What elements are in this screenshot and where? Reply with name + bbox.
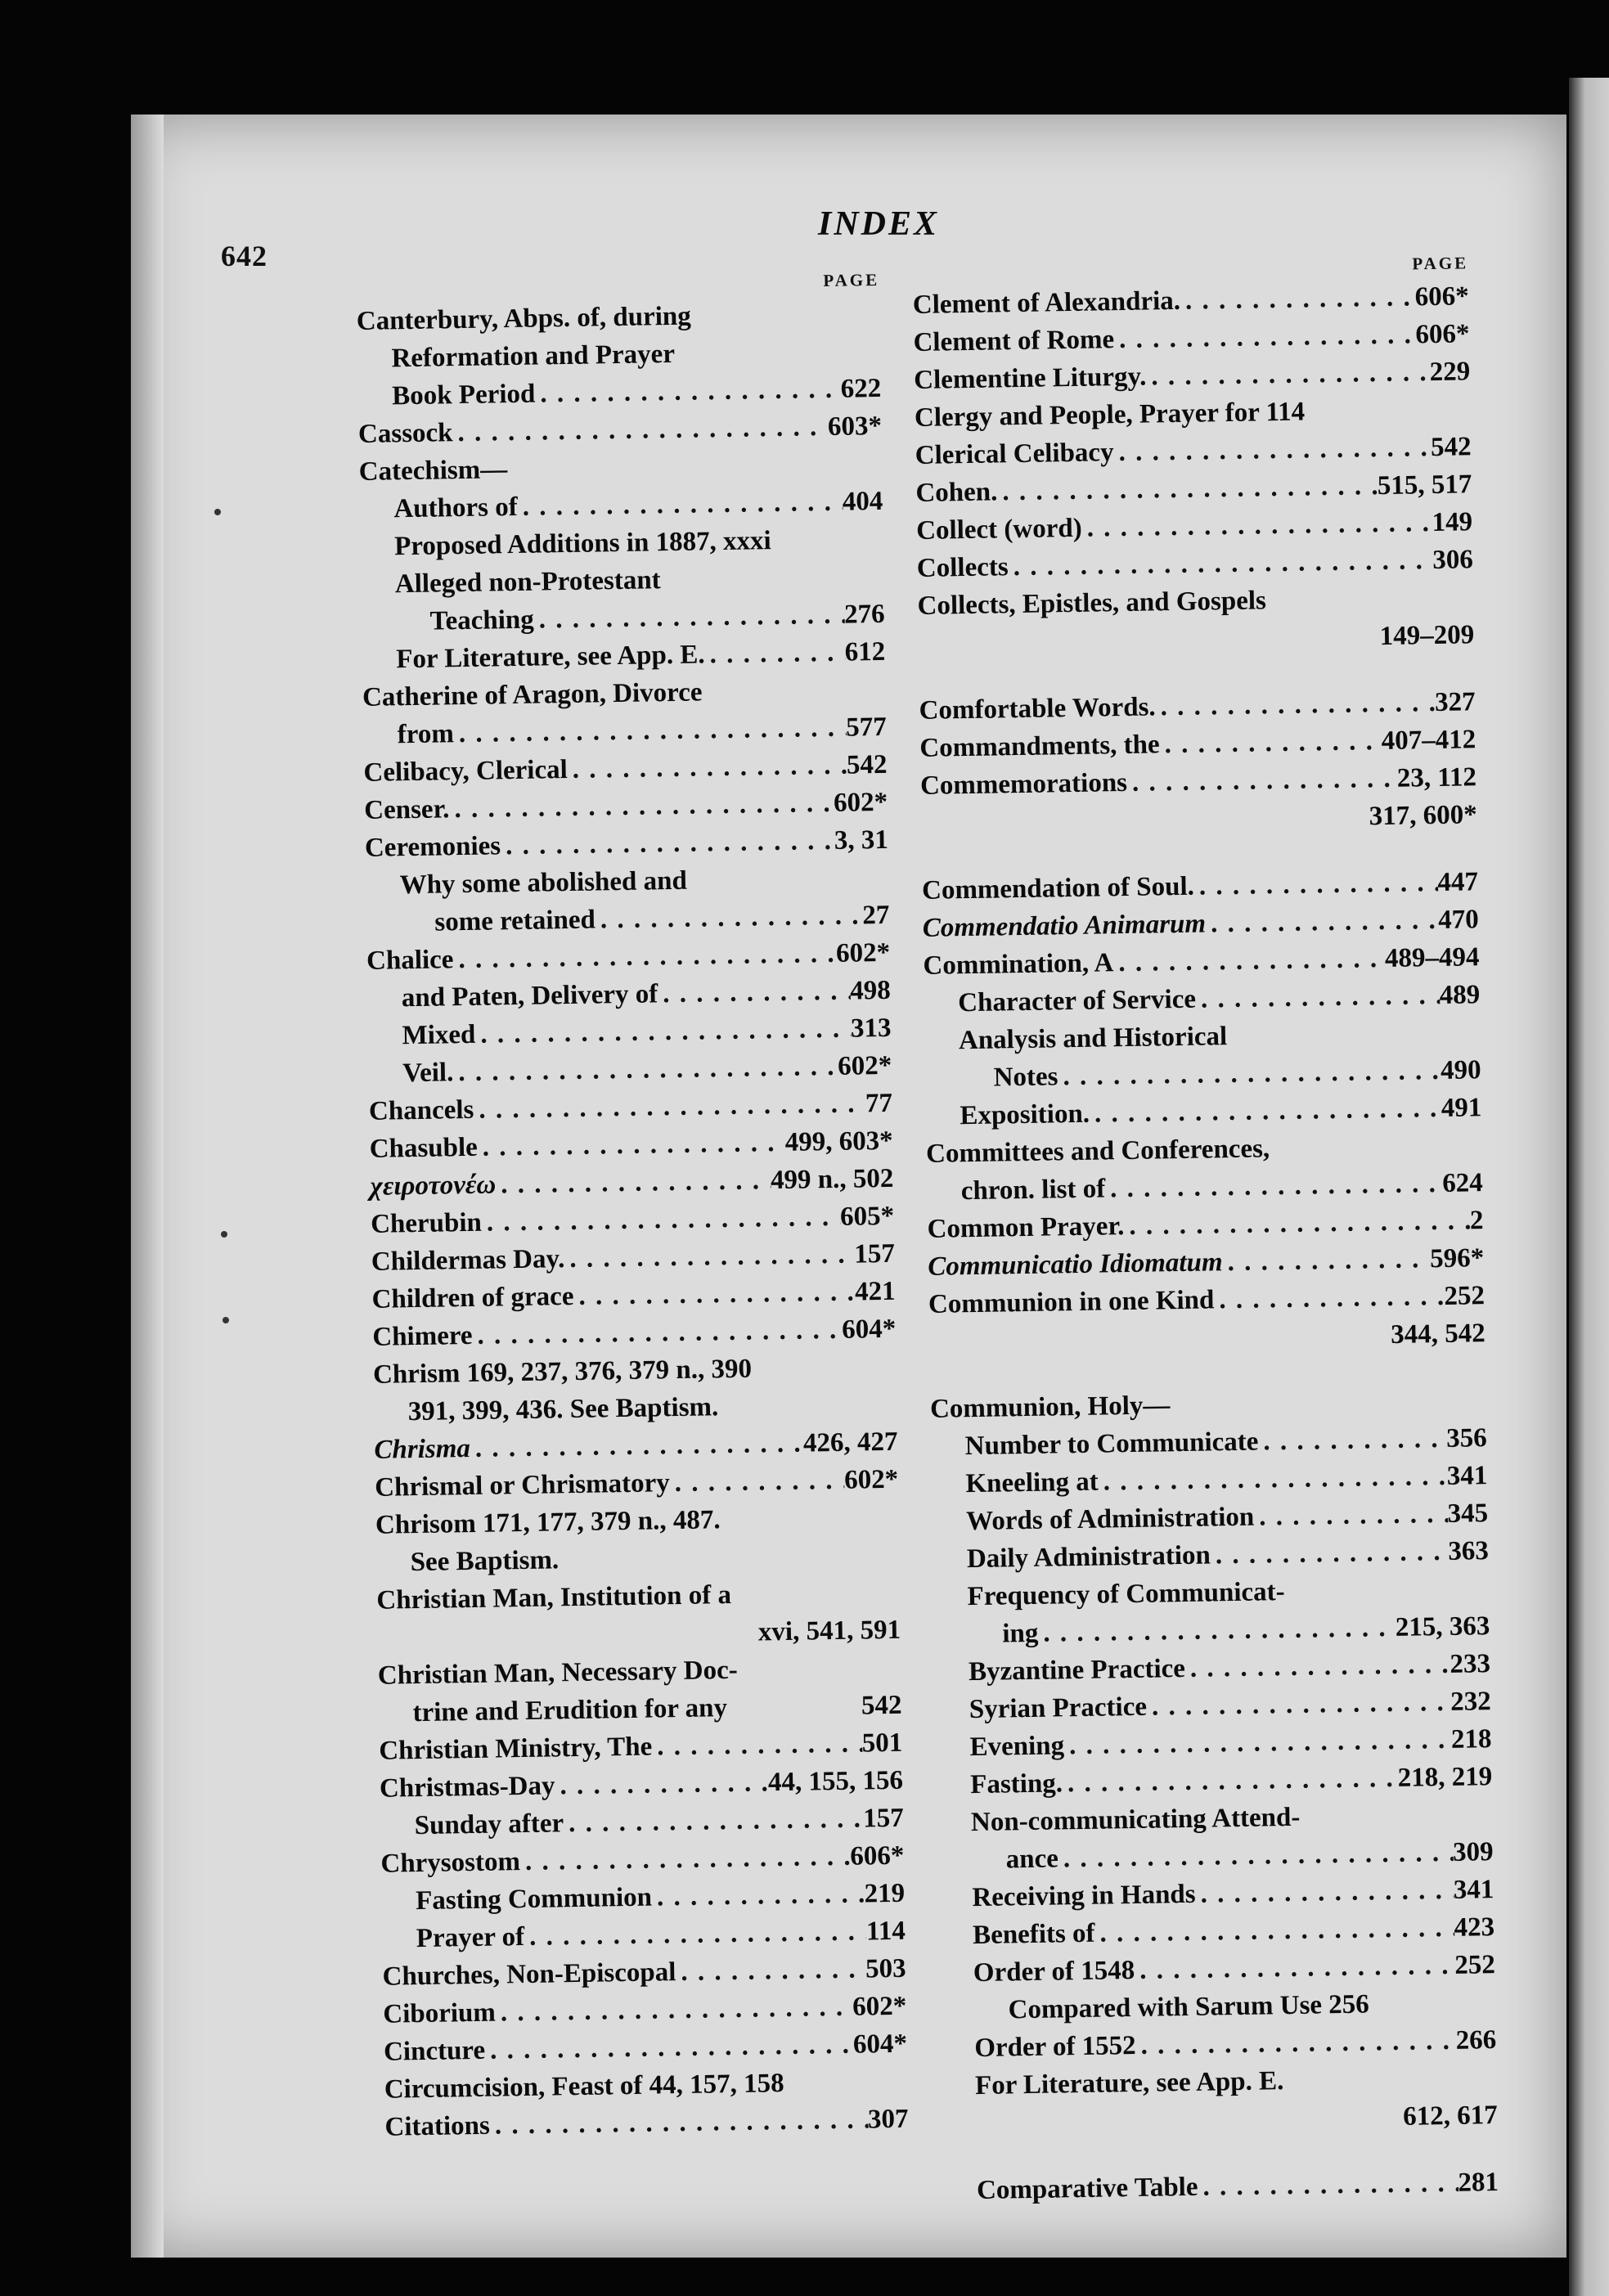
entry-term: Comparative Table — [976, 2172, 1198, 2206]
entry-page-ref: 489 — [1439, 980, 1481, 1010]
entry-page-ref: 233 — [1449, 1649, 1491, 1679]
dot-leader — [1090, 1090, 1442, 1133]
entry-page-ref: 542 — [1430, 432, 1472, 463]
dot-leader — [1105, 1165, 1443, 1207]
entry-page-ref: 23, 112 — [1396, 762, 1477, 793]
entry-page-ref: 423 — [1454, 1912, 1495, 1943]
entry-page-ref: 604* — [852, 2029, 908, 2060]
page-number: 642 — [221, 240, 267, 272]
entry-term: Clementine Liturgy. — [913, 362, 1147, 395]
entry-page-ref: 252 — [1444, 1281, 1485, 1311]
dot-leader — [658, 973, 851, 1013]
entry-term: Book Period — [391, 379, 536, 411]
entry-term: Analysis and Historical — [958, 1022, 1228, 1056]
entry-term: Chasuble — [369, 1132, 479, 1164]
entry-page-ref: 313 — [850, 1013, 892, 1044]
dot-leader — [1114, 316, 1416, 358]
entry-term: Notes — [993, 1062, 1058, 1093]
entry-term: Communion in one Kind — [928, 1285, 1215, 1319]
entry-page-ref: 341 — [1453, 1875, 1494, 1905]
entry-page-ref: 605* — [839, 1201, 895, 1232]
entry-page-ref: 602* — [837, 1050, 892, 1081]
scan-speck — [222, 1317, 229, 1323]
dot-leader — [477, 1124, 785, 1166]
entry-page-ref: 281 — [1458, 2168, 1499, 2198]
entry-term: Catechism— — [358, 455, 508, 487]
dot-leader — [470, 1425, 804, 1467]
dot-leader — [489, 2101, 868, 2144]
entry-page-ref: 307 — [867, 2104, 909, 2135]
dot-leader — [676, 1950, 865, 1991]
entry-page-ref: 606* — [1414, 281, 1470, 312]
entry-page-ref: 252 — [1454, 1950, 1496, 1980]
dot-leader — [1159, 722, 1382, 763]
entry-term: Why some abolished and — [399, 865, 688, 901]
entry-term: Cassock — [357, 418, 453, 449]
scan-speck — [221, 1231, 227, 1238]
entry-term: Christian Man, Necessary Doc- — [377, 1655, 739, 1691]
entry-term: Receiving in Hands — [972, 1879, 1196, 1913]
entry-page-ref: 491 — [1440, 1093, 1482, 1123]
entry-term: Collect (word) — [915, 513, 1082, 546]
entry-term: and Paten, Delivery of — [401, 979, 658, 1013]
entry-term: Communion, Holy— — [929, 1391, 1171, 1424]
entry-page-ref: 232 — [1449, 1687, 1492, 1717]
dot-leader — [652, 1725, 862, 1766]
dot-leader — [1147, 1683, 1451, 1726]
entry-page-ref: 624 — [1441, 1168, 1484, 1198]
dot-leader — [517, 483, 843, 526]
entry-page-ref: 602* — [833, 787, 888, 818]
entry-term: Children of grace — [371, 1281, 574, 1314]
entry-term: Common Prayer. — [927, 1211, 1125, 1244]
entry-page-ref: 606* — [1415, 319, 1470, 350]
entry-page-ref: 276 — [843, 599, 885, 630]
entry-page-ref: 356 — [1445, 1423, 1487, 1454]
entry-page-ref: 317, 600* — [1369, 800, 1477, 832]
entry-term: Fasting Communion — [415, 1882, 653, 1916]
entry-term: Syrian Practice — [969, 1692, 1148, 1725]
entry-list — [912, 277, 1499, 2209]
entry-page-ref: 515, 517 — [1377, 470, 1472, 501]
entry-page-ref: 577 — [845, 712, 887, 743]
entry-term: from — [397, 719, 455, 750]
dot-leader — [595, 896, 862, 938]
entry-page-ref: 499 n., 502 — [770, 1163, 894, 1196]
entry-term: Citations — [384, 2110, 491, 2142]
dot-leader — [1094, 1909, 1454, 1952]
entry-page-ref: 602* — [852, 1991, 907, 2022]
dot-leader — [475, 1010, 851, 1054]
entry-term: Catherine of Aragon, Divorce — [362, 677, 703, 712]
entry-term: Frequency of Communicat- — [967, 1577, 1285, 1612]
entry-page-ref: 341 — [1446, 1461, 1488, 1491]
entry-list — [356, 294, 908, 2146]
entry-page-ref: 498 — [849, 975, 892, 1006]
entry-term: Clerical Celibacy — [915, 438, 1114, 470]
entry-term: Collects, Epistles, and Gospels — [917, 586, 1267, 621]
entry-term: Chimere — [372, 1320, 473, 1352]
entry-term: Committees and Conferences, — [925, 1134, 1270, 1169]
entry-term: Sunday after — [414, 1808, 564, 1841]
dot-leader — [1198, 2164, 1458, 2206]
dot-leader — [453, 1048, 838, 1091]
dot-leader — [535, 371, 841, 413]
entry-term: Chancels — [368, 1094, 474, 1126]
next-page-edge — [1569, 78, 1609, 2296]
entry-page-ref: 602* — [835, 937, 891, 968]
dot-leader — [482, 1198, 841, 1242]
entry-page-ref: 426, 427 — [802, 1427, 898, 1458]
dot-leader — [1214, 1278, 1445, 1319]
entry-term: Chrisma — [374, 1433, 471, 1465]
entry-term: Ciborium — [383, 1997, 497, 2029]
dot-leader — [1196, 977, 1440, 1018]
entry-term: Character of Service — [957, 984, 1197, 1018]
dot-leader — [573, 1274, 855, 1315]
dot-leader — [472, 1311, 842, 1355]
entry-term: χειροτονέω — [370, 1170, 497, 1202]
entry-term: Order of 1552 — [974, 2030, 1136, 2064]
dot-leader — [453, 935, 836, 978]
entry-page-ref: 606* — [850, 1840, 905, 1871]
entry-page-ref: xvi, 541, 591 — [757, 1615, 901, 1647]
dot-leader — [1064, 1721, 1452, 1764]
entry-page-ref: 612, 617 — [1402, 2101, 1498, 2132]
scan-speck — [214, 509, 221, 515]
index-column-right — [912, 253, 1499, 2209]
entry-page-ref: 542 — [861, 1690, 902, 1721]
dot-leader — [1206, 901, 1439, 942]
entry-term: Ceremonies — [364, 831, 501, 863]
index-column-left — [356, 270, 909, 2146]
dot-leader — [1058, 1834, 1453, 1878]
dot-leader — [1258, 1420, 1447, 1461]
dot-leader — [1127, 760, 1398, 802]
entry-term: 391, 399, 436. See Baptism. — [407, 1392, 719, 1427]
dot-leader — [1180, 278, 1415, 319]
entry-term: Communicatio Idiomatum — [928, 1247, 1223, 1282]
entry-page-ref: 499, 603* — [784, 1126, 893, 1157]
entry-term: Christmas-Day — [379, 1771, 555, 1804]
entry-page-ref: 603* — [827, 411, 883, 442]
entry-page-ref: 157 — [862, 1803, 904, 1834]
entry-term: Commandments, the — [919, 730, 1160, 763]
dot-leader — [1193, 864, 1437, 905]
entry-page-ref: 404 — [842, 486, 883, 517]
column-header-page: PAGE — [1412, 253, 1469, 274]
dot-leader — [474, 1085, 865, 1129]
entry-term: Christian Man, Institution of a — [376, 1579, 732, 1615]
entry-term: Celibacy, Clerical — [363, 755, 569, 788]
entry-term: Comfortable Words. — [919, 692, 1156, 726]
entry-term: Chrismal or Chrismatory — [374, 1468, 671, 1503]
column-header-page: PAGE — [823, 269, 880, 291]
entry-term: For Literature, see App. E. — [396, 640, 705, 675]
dot-leader — [564, 1236, 855, 1278]
entry-page-ref: 114 — [865, 1916, 906, 1947]
entry-term: Commendation of Soul. — [921, 871, 1195, 905]
dot-leader — [1038, 1609, 1396, 1652]
entry-term: ance — [1005, 1844, 1059, 1875]
entry-page-ref: 149–209 — [1379, 620, 1475, 652]
dot-leader — [496, 1161, 771, 1203]
entry-term: Commemorations — [919, 767, 1128, 801]
dot-leader — [1058, 1052, 1440, 1095]
entry-page-ref: 309 — [1452, 1837, 1494, 1867]
entry-term: Cherubin — [370, 1207, 483, 1239]
entry-page-ref: 306 — [1432, 545, 1474, 576]
entry-term: Christian Ministry, The — [379, 1732, 653, 1766]
dot-leader — [1081, 504, 1432, 547]
entry-term: Clergy and People, Prayer for 114 — [914, 397, 1306, 433]
dot-leader — [524, 1912, 867, 1956]
dot-leader — [485, 2026, 854, 2069]
entry-page-ref: 421 — [854, 1276, 896, 1307]
entry-page-ref: 612 — [844, 636, 886, 667]
entry-page-ref: 27 — [862, 900, 890, 931]
entry-page-ref: 218, 219 — [1397, 1762, 1493, 1793]
entry-page-ref: 229 — [1429, 357, 1471, 388]
dot-leader — [1063, 1759, 1398, 1802]
entry-term: Alleged non-Protestant — [394, 565, 661, 600]
dot-leader — [1222, 1240, 1430, 1281]
dot-leader — [495, 1988, 852, 2032]
entry-term: Veil. — [402, 1058, 454, 1089]
entry-page-ref: 489–494 — [1384, 942, 1480, 974]
entry-term: Daily Administration — [966, 1540, 1211, 1575]
entry-term: Canterbury, Abps. of, during — [356, 301, 692, 336]
dot-leader — [1008, 541, 1432, 586]
entry-term: Number to Communicate — [964, 1427, 1259, 1462]
dot-leader — [1098, 1458, 1447, 1501]
dot-leader — [1113, 429, 1431, 471]
entry-term: Fasting. — [969, 1768, 1063, 1800]
entry-term: Exposition. — [960, 1099, 1090, 1131]
entry-term: Teaching — [429, 604, 535, 636]
page-title: INDEX — [818, 205, 940, 243]
entry-page-ref: 157 — [854, 1238, 896, 1269]
entry-term: Words of Administration — [965, 1502, 1255, 1537]
dot-leader — [1185, 1646, 1450, 1687]
entry-term: Prayer of — [416, 1922, 525, 1954]
dot-leader — [1195, 1871, 1454, 1913]
dot-leader — [652, 1875, 865, 1916]
dot-leader — [1254, 1495, 1448, 1536]
entry-term: Chrism 169, 237, 376, 379 n., 390 — [372, 1354, 753, 1390]
dot-leader — [704, 634, 845, 674]
entry-term: Cincture — [383, 2035, 486, 2067]
entry-term: Kneeling at — [965, 1467, 1099, 1499]
dot-leader — [520, 1838, 851, 1880]
entry-page-ref: 345 — [1447, 1498, 1489, 1529]
entry-page-ref: 363 — [1448, 1536, 1490, 1566]
entry-term: Proposed Additions in 1887, xxxi — [393, 526, 771, 562]
entry-page-ref: 219 — [864, 1878, 906, 1909]
dot-leader — [997, 467, 1378, 510]
entry-term: some retained — [434, 905, 596, 937]
entry-page-ref: 604* — [841, 1314, 897, 1345]
entry-term: Commination, A — [923, 948, 1114, 981]
dot-leader — [564, 1800, 864, 1842]
entry-page-ref: 447 — [1437, 867, 1479, 897]
entry-term: ing — [1002, 1618, 1039, 1649]
entry-term: Evening — [969, 1731, 1065, 1763]
entry-page-ref: 2 — [1469, 1206, 1484, 1236]
entry-term: Cohen. — [915, 477, 998, 508]
dot-leader — [1135, 1947, 1455, 1989]
dot-leader — [1210, 1533, 1448, 1575]
dot-leader — [669, 1462, 844, 1502]
entry-page-ref: 344, 542 — [1390, 1319, 1485, 1350]
entry-page-ref: 149 — [1431, 507, 1473, 538]
entry-page-ref: 501 — [861, 1728, 903, 1759]
entry-term: Non-communicating Attend- — [970, 1802, 1301, 1838]
dot-leader — [567, 747, 847, 789]
entry-page-ref: 327 — [1434, 687, 1476, 718]
dot-leader — [1113, 940, 1385, 982]
entry-term: Chrysostom — [380, 1847, 521, 1879]
entry-term: Authors of — [393, 492, 518, 524]
dot-leader — [533, 596, 844, 639]
entry-term: Collects — [916, 552, 1009, 583]
entry-term: For Literature, see App. E. — [974, 2066, 1284, 2101]
entry-term: Churches, Non-Episcopal — [382, 1957, 676, 1992]
entry-page-ref: 596* — [1429, 1243, 1485, 1274]
entry-term: Reformation and Prayer — [391, 339, 676, 374]
dot-leader — [555, 1764, 768, 1804]
dot-leader — [453, 709, 846, 753]
entry-page-ref: 542 — [846, 749, 888, 780]
entry-term: trine and Erudition for any — [412, 1693, 728, 1728]
entry-page-ref: 3, 31 — [834, 824, 889, 856]
entry-term: Censer. — [363, 794, 450, 825]
entry-term: Byzantine Practice — [968, 1653, 1186, 1687]
entry-page-ref: 503 — [865, 1953, 906, 1984]
dot-leader — [1146, 353, 1430, 395]
entry-term: Chalice — [366, 945, 454, 976]
entry-page-ref: 77 — [865, 1088, 893, 1119]
entry-term: Childermas Day. — [371, 1244, 565, 1277]
entry-page-ref: 215, 363 — [1395, 1611, 1490, 1642]
entry-term: chron. list of — [960, 1174, 1106, 1206]
entry-term: Mixed — [402, 1019, 476, 1051]
dot-leader — [452, 408, 828, 452]
entry-term: Order of 1548 — [973, 1955, 1135, 1988]
entry-term: Benefits of — [972, 1918, 1095, 1951]
dot-leader — [1124, 1202, 1470, 1245]
entry-page-ref: 602* — [843, 1464, 899, 1495]
entry-term: Compared with Sarum Use 256 — [1008, 1989, 1370, 2025]
entry-term: Clement of Alexandria. — [912, 285, 1181, 320]
entry-page-ref: 470 — [1437, 905, 1480, 935]
dot-leader — [1155, 684, 1435, 726]
entry-term: Commendatio Animarum — [922, 909, 1207, 943]
entry-page-ref: 407–412 — [1381, 725, 1476, 757]
entry-term: Clement of Rome — [913, 325, 1115, 357]
entry-page-ref: 44, 155, 156 — [767, 1765, 904, 1798]
dot-leader — [449, 784, 834, 828]
entry-page-ref: 490 — [1440, 1055, 1481, 1085]
entry-term: Chrisom 171, 177, 379 n., 487. — [375, 1505, 721, 1540]
entry-page-ref: 622 — [840, 373, 882, 404]
dot-leader — [501, 822, 834, 865]
entry-page-ref: 218 — [1450, 1724, 1492, 1755]
dot-leader — [1135, 2022, 1456, 2065]
entry-page-ref: 266 — [1455, 2025, 1497, 2056]
entry-term: Circumcision, Feast of 44, 157, 158 — [384, 2069, 784, 2105]
entry-term: See Baptism. — [410, 1545, 560, 1578]
